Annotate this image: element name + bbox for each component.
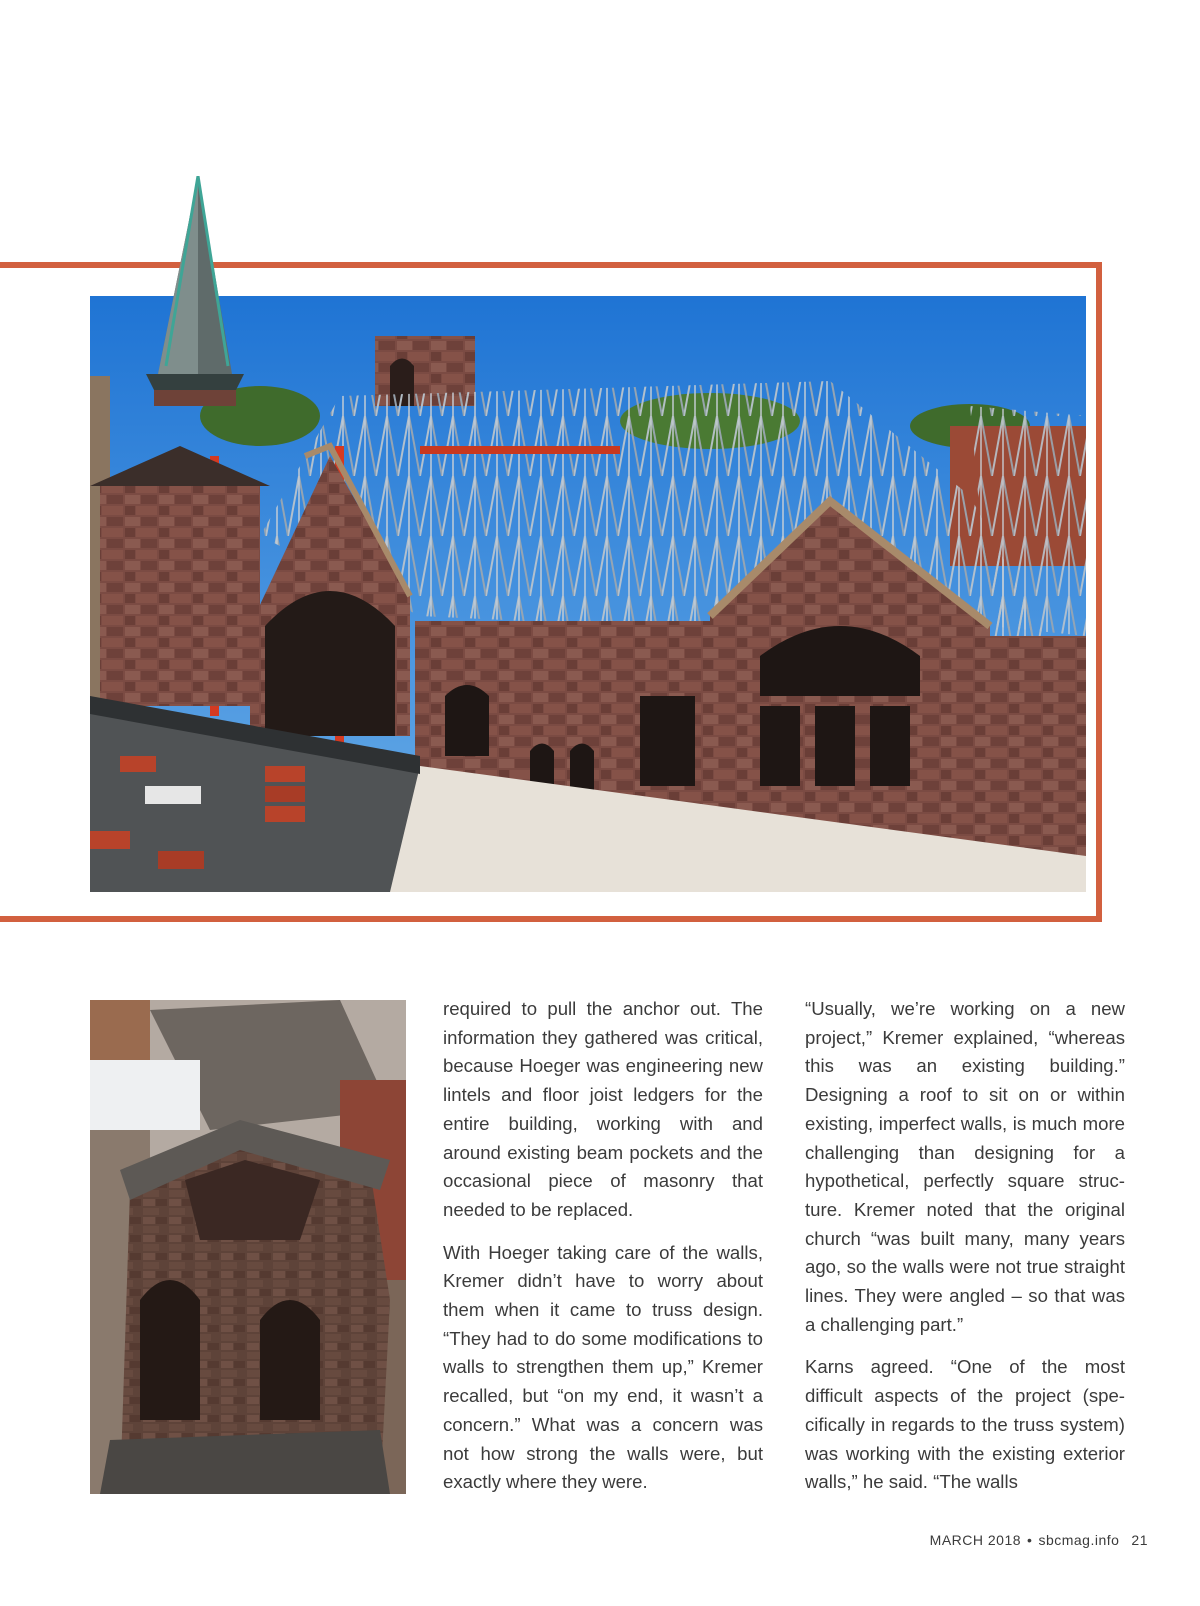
issue-date: MARCH 2018 <box>929 1532 1022 1548</box>
separator: • <box>1027 1532 1033 1548</box>
article-column-2 <box>805 995 1125 1511</box>
paragraph: Karns agreed. “One of the most difficult aspects of the project (specifically in regards to the truss system) was working with the existing exterior walls,” he said. “The walls <box>805 1356 1125 1493</box>
paragraph: “Usually, we’re working on a new project,” Kremer explained, “whereas this was an existing building.” Designing a roof to sit on or within existing, imperfect walls, is much more challenging than designing for a hypothetical, perfectly square structure. Kremer noted that the original church “was built many, many years ago, so the walls were not true straight lines. They were angled – so that was a challenging part.” <box>805 998 1125 1335</box>
church-spire-graphic <box>140 176 250 406</box>
page-footer <box>930 1532 1148 1548</box>
article-column-1 <box>443 995 763 1511</box>
bell-tower-aerial-photo <box>90 1000 406 1494</box>
paragraph: With Hoeger taking care of the walls, Kremer didn’t have to worry about them when it came to truss design. “They had to do some modifications to walls to strengthen them up,” Kremer recalled, but “on my end, it wasn’t a concern.” What was a concern was not how strong the walls were, but exactly where they were. <box>443 1241 763 1493</box>
bell-tower-image <box>90 1000 406 1494</box>
site-link[interactable]: sbcmag.info <box>1038 1532 1120 1548</box>
paragraph: required to pull the anchor out. The information they gathered was critical, because Hoeger was engineering new lintels and floor joist ledgers for the entire building, working with and around existing beam pockets and the occasional piece of masonry that needed to be replaced. <box>443 998 763 1220</box>
page-number: 21 <box>1131 1532 1148 1548</box>
